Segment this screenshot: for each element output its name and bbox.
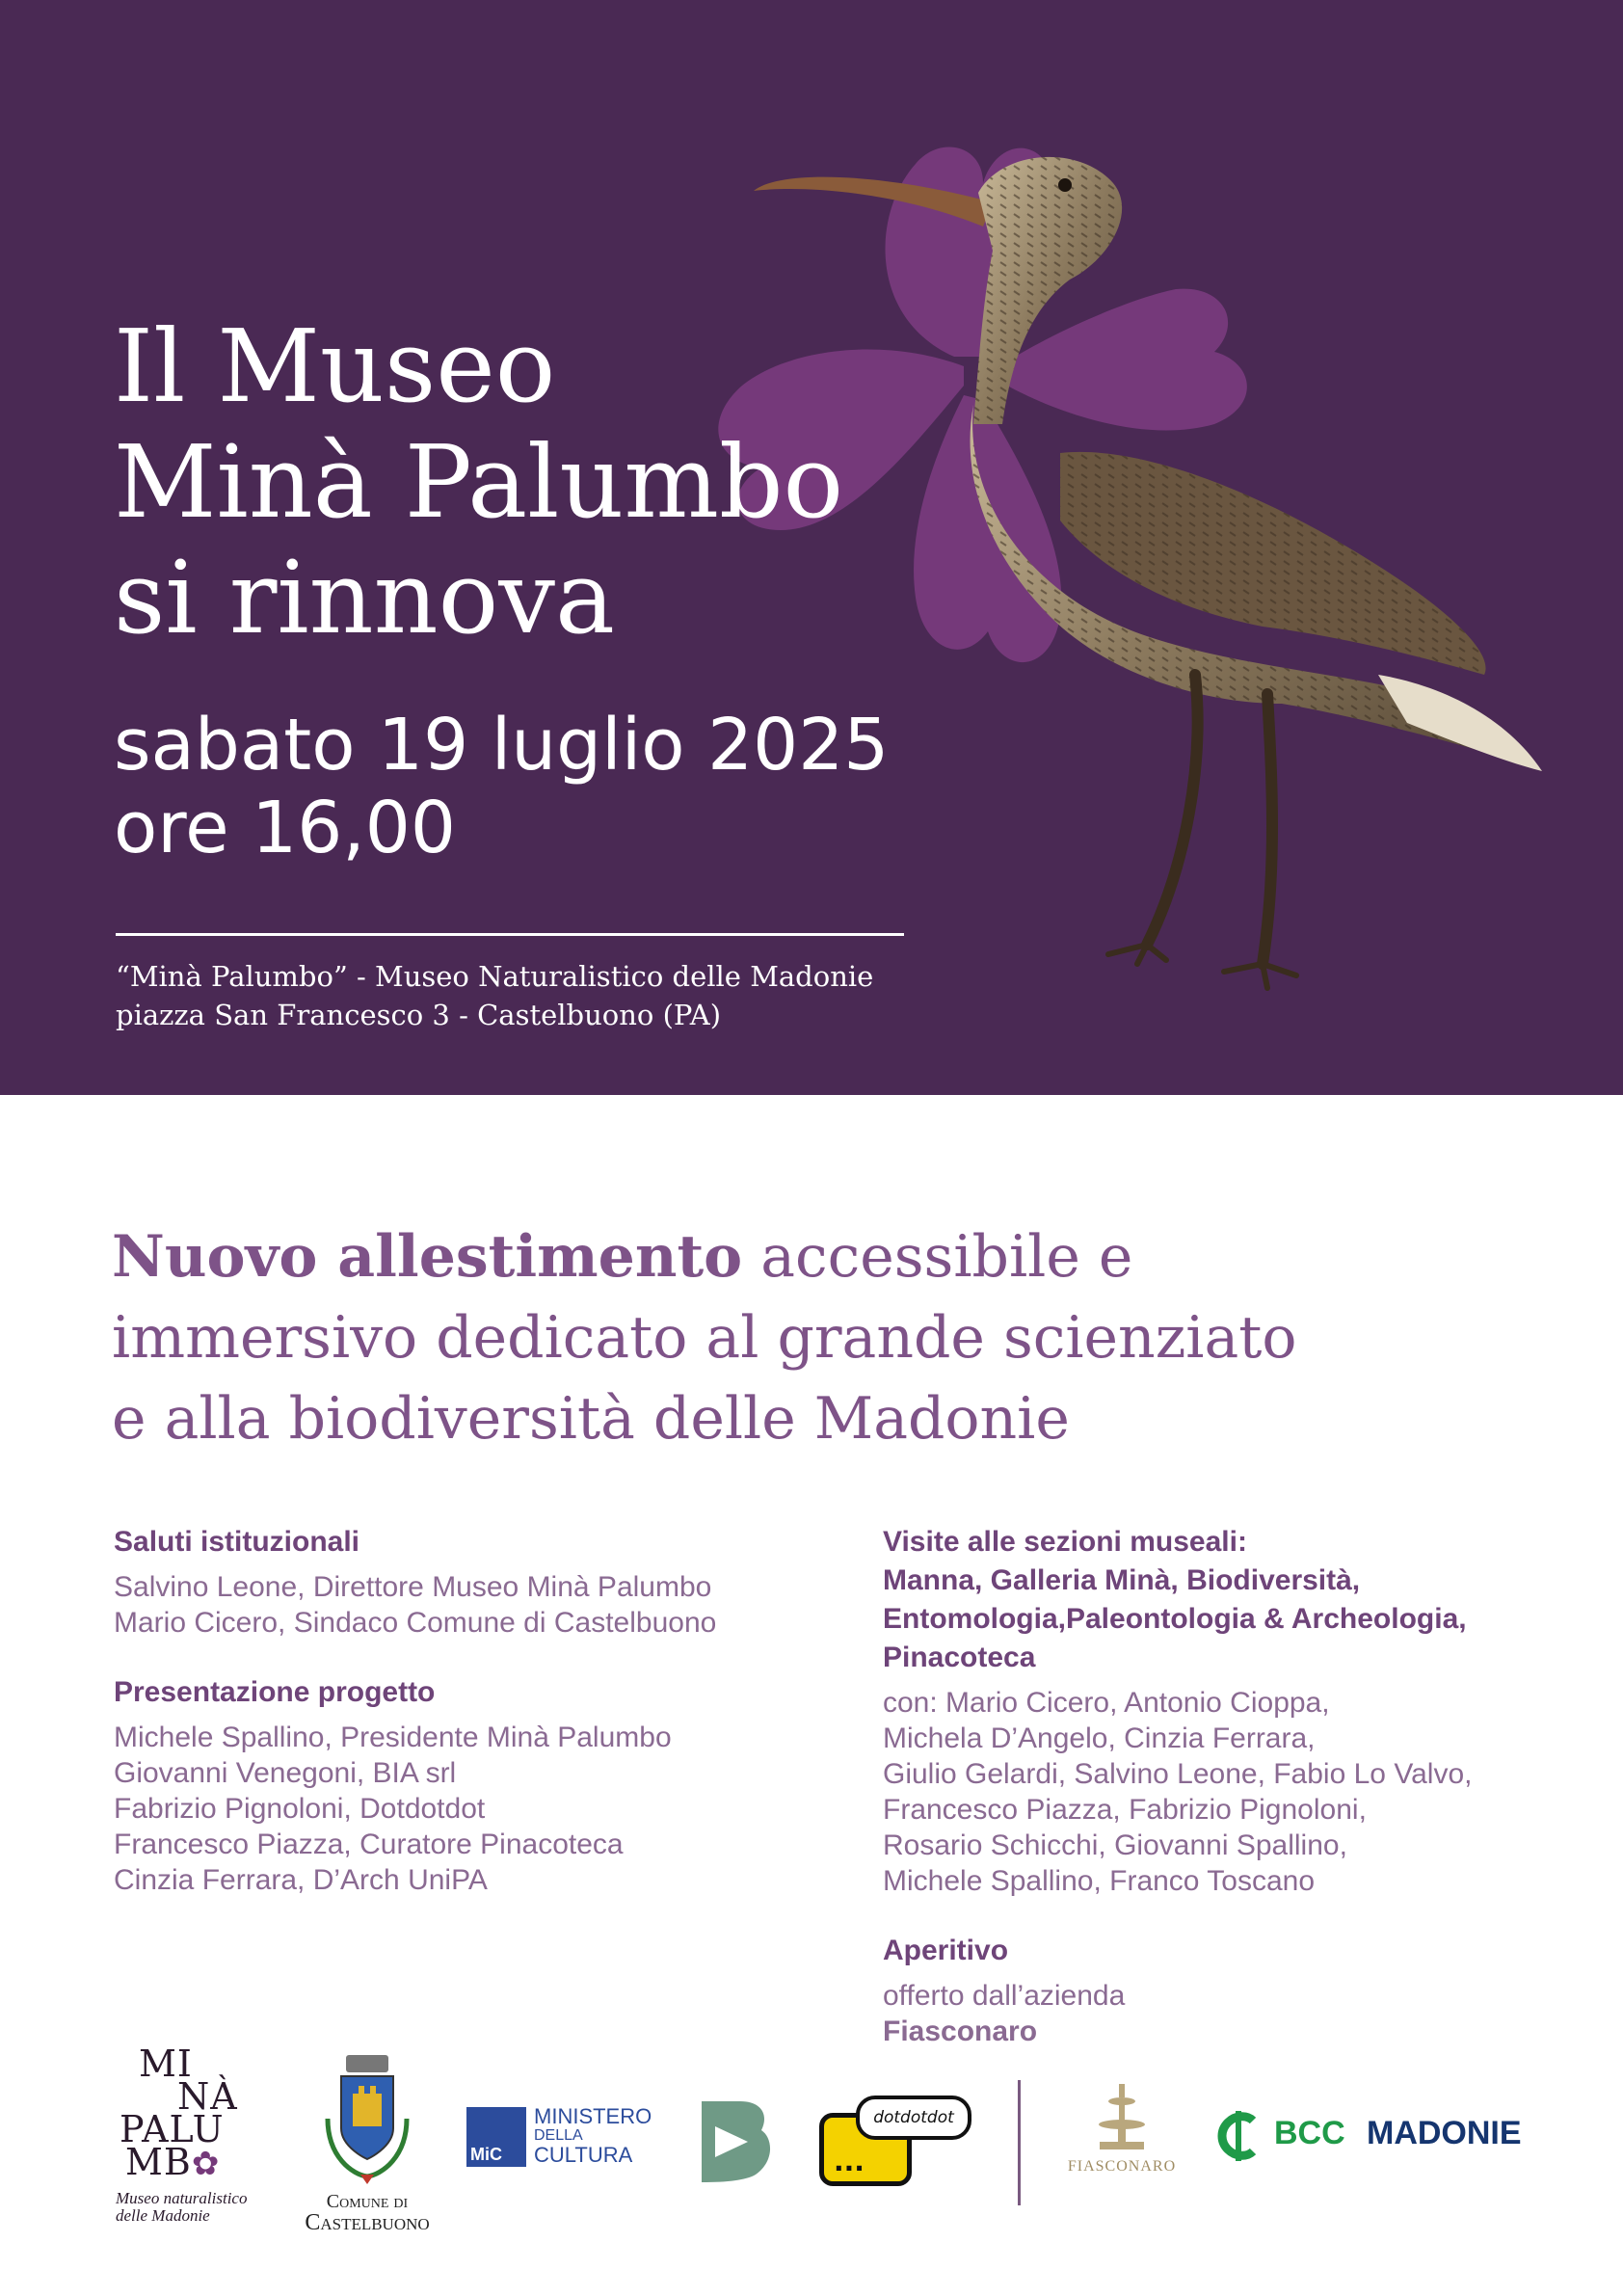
list-item: Michela D’Angelo, Cinzia Ferrara, — [883, 1722, 1316, 1754]
ministero-line: DELLA — [534, 2127, 583, 2144]
logo-line: NÀ — [177, 2075, 238, 2118]
bcc-madonie-logo — [1216, 2109, 1544, 2167]
mic-mark: MiC — [470, 2145, 502, 2164]
visite-guides-list — [883, 1685, 1557, 1899]
list-item: Michele Spallino, Franco Toscano — [883, 1865, 1316, 1897]
venue-name: “Minà Palumbo” - Museo Naturalistico delle Madonie — [116, 960, 874, 993]
list-item: Mario Cicero, Sindaco Comune di Castelbuono — [114, 1607, 717, 1639]
list-item: Salvino Leone, Direttore Museo Minà Palumbo — [114, 1571, 712, 1603]
aperitivo-heading: Aperitivo — [883, 1935, 1009, 1966]
aperitivo-sponsor: Fiasconaro — [883, 2016, 1038, 2047]
bcc-mark-icon — [1216, 2109, 1266, 2163]
list-item: Giulio Gelardi, Salvino Leone, Fabio Lo Valvo, — [883, 1758, 1473, 1790]
saluti-heading: Saluti istituzionali — [114, 1526, 360, 1558]
bia-mark-icon — [698, 2097, 773, 2184]
title-line-1: Il Museo — [114, 307, 556, 425]
visite-heading-line: Manna, Galleria Minà, Biodiversità, — [883, 1564, 1361, 1596]
aperitivo-offer: offerto dall’azienda — [883, 1980, 1126, 2012]
bcc-name: BCC — [1274, 2115, 1345, 2151]
logo-line: PALU — [120, 2108, 225, 2150]
comune-line: Comune di — [326, 2191, 409, 2212]
program-left-column — [114, 1523, 827, 1898]
list-item: Francesco Piazza, Curatore Pinacoteca — [114, 1829, 624, 1860]
comune-line: Castelbuono — [305, 2210, 430, 2235]
saluti-list — [114, 1569, 827, 1641]
title-line-3: si rinnova — [114, 539, 615, 656]
bia-logo — [698, 2097, 773, 2184]
subtitle-bold: Nuovo allestimento — [112, 1223, 743, 1291]
dotdotdot-label: dotdotdot — [873, 2108, 954, 2127]
fiasconaro-logo — [1064, 2082, 1180, 2188]
logo-line: MI — [139, 2042, 193, 2085]
visite-heading-line: Pinacoteca — [883, 1642, 1036, 1673]
subtitle-line-2: immersivo dedicato al grande scienziato — [112, 1304, 1297, 1372]
coat-of-arms-icon — [314, 2051, 420, 2186]
list-item: Cinzia Ferrara, D’Arch UniPA — [114, 1864, 488, 1896]
subtitle-line-1-rest: accessibile e — [742, 1223, 1133, 1291]
list-item: Michele Spallino, Presidente Minà Palumbo — [114, 1722, 672, 1753]
logos-divider — [1018, 2080, 1021, 2205]
date-line: sabato 19 luglio 2025 — [114, 704, 890, 787]
visite-heading-line: Entomologia,Paleontologia & Archeologia, — [883, 1603, 1467, 1635]
list-item: con: Mario Cicero, Antonio Cioppa, — [883, 1687, 1330, 1719]
venue-address — [116, 957, 983, 1034]
visite-heading-line: Visite alle sezioni museali: — [883, 1526, 1247, 1558]
subtitle-line-3: e alla biodiversità delle Madonie — [112, 1385, 1070, 1453]
flower-icon: ✿ — [191, 2145, 221, 2183]
fiasconaro-label: FIASCONARO — [1067, 2158, 1177, 2175]
event-title — [114, 308, 981, 655]
program-right-column — [883, 1523, 1557, 2049]
partner-logos — [0, 2034, 1623, 2284]
logo-caption: delle Madonie — [116, 2206, 210, 2225]
divider-rule — [116, 933, 904, 936]
subtitle — [112, 1216, 1538, 1459]
dots-glyph: ... — [834, 2146, 865, 2177]
list-item: Fabrizio Pignoloni, Dotdotdot — [114, 1793, 486, 1825]
visite-heading — [883, 1523, 1557, 1677]
hero-section — [0, 0, 1623, 1095]
comune-castelbuono-logo — [276, 2051, 459, 2254]
time-line: ore 16,00 — [114, 787, 456, 869]
logo-caption: Museo naturalistico — [116, 2189, 248, 2207]
bcc-region: MADONIE — [1367, 2115, 1522, 2151]
event-date — [114, 704, 981, 869]
presentazione-heading: Presentazione progetto — [114, 1676, 436, 1708]
logo-line: MB — [125, 2141, 192, 2183]
ministero-cultura-logo — [466, 2104, 669, 2175]
dotdotdot-logo — [817, 2096, 968, 2192]
list-item: Francesco Piazza, Fabrizio Pignoloni, — [883, 1794, 1367, 1826]
venue-street: piazza San Francesco 3 - Castelbuono (PA) — [116, 999, 722, 1031]
mina-palumbo-logo — [116, 2042, 279, 2255]
ministero-line: CULTURA — [534, 2143, 633, 2167]
presentazione-list — [114, 1720, 827, 1898]
list-item: Giovanni Venegoni, BIA srl — [114, 1757, 457, 1789]
fountain-icon — [1088, 2082, 1156, 2153]
list-item: Rosario Schicchi, Giovanni Spallino, — [883, 1829, 1347, 1861]
ministero-line: MINISTERO — [534, 2104, 652, 2128]
title-line-2: Minà Palumbo — [114, 423, 844, 541]
